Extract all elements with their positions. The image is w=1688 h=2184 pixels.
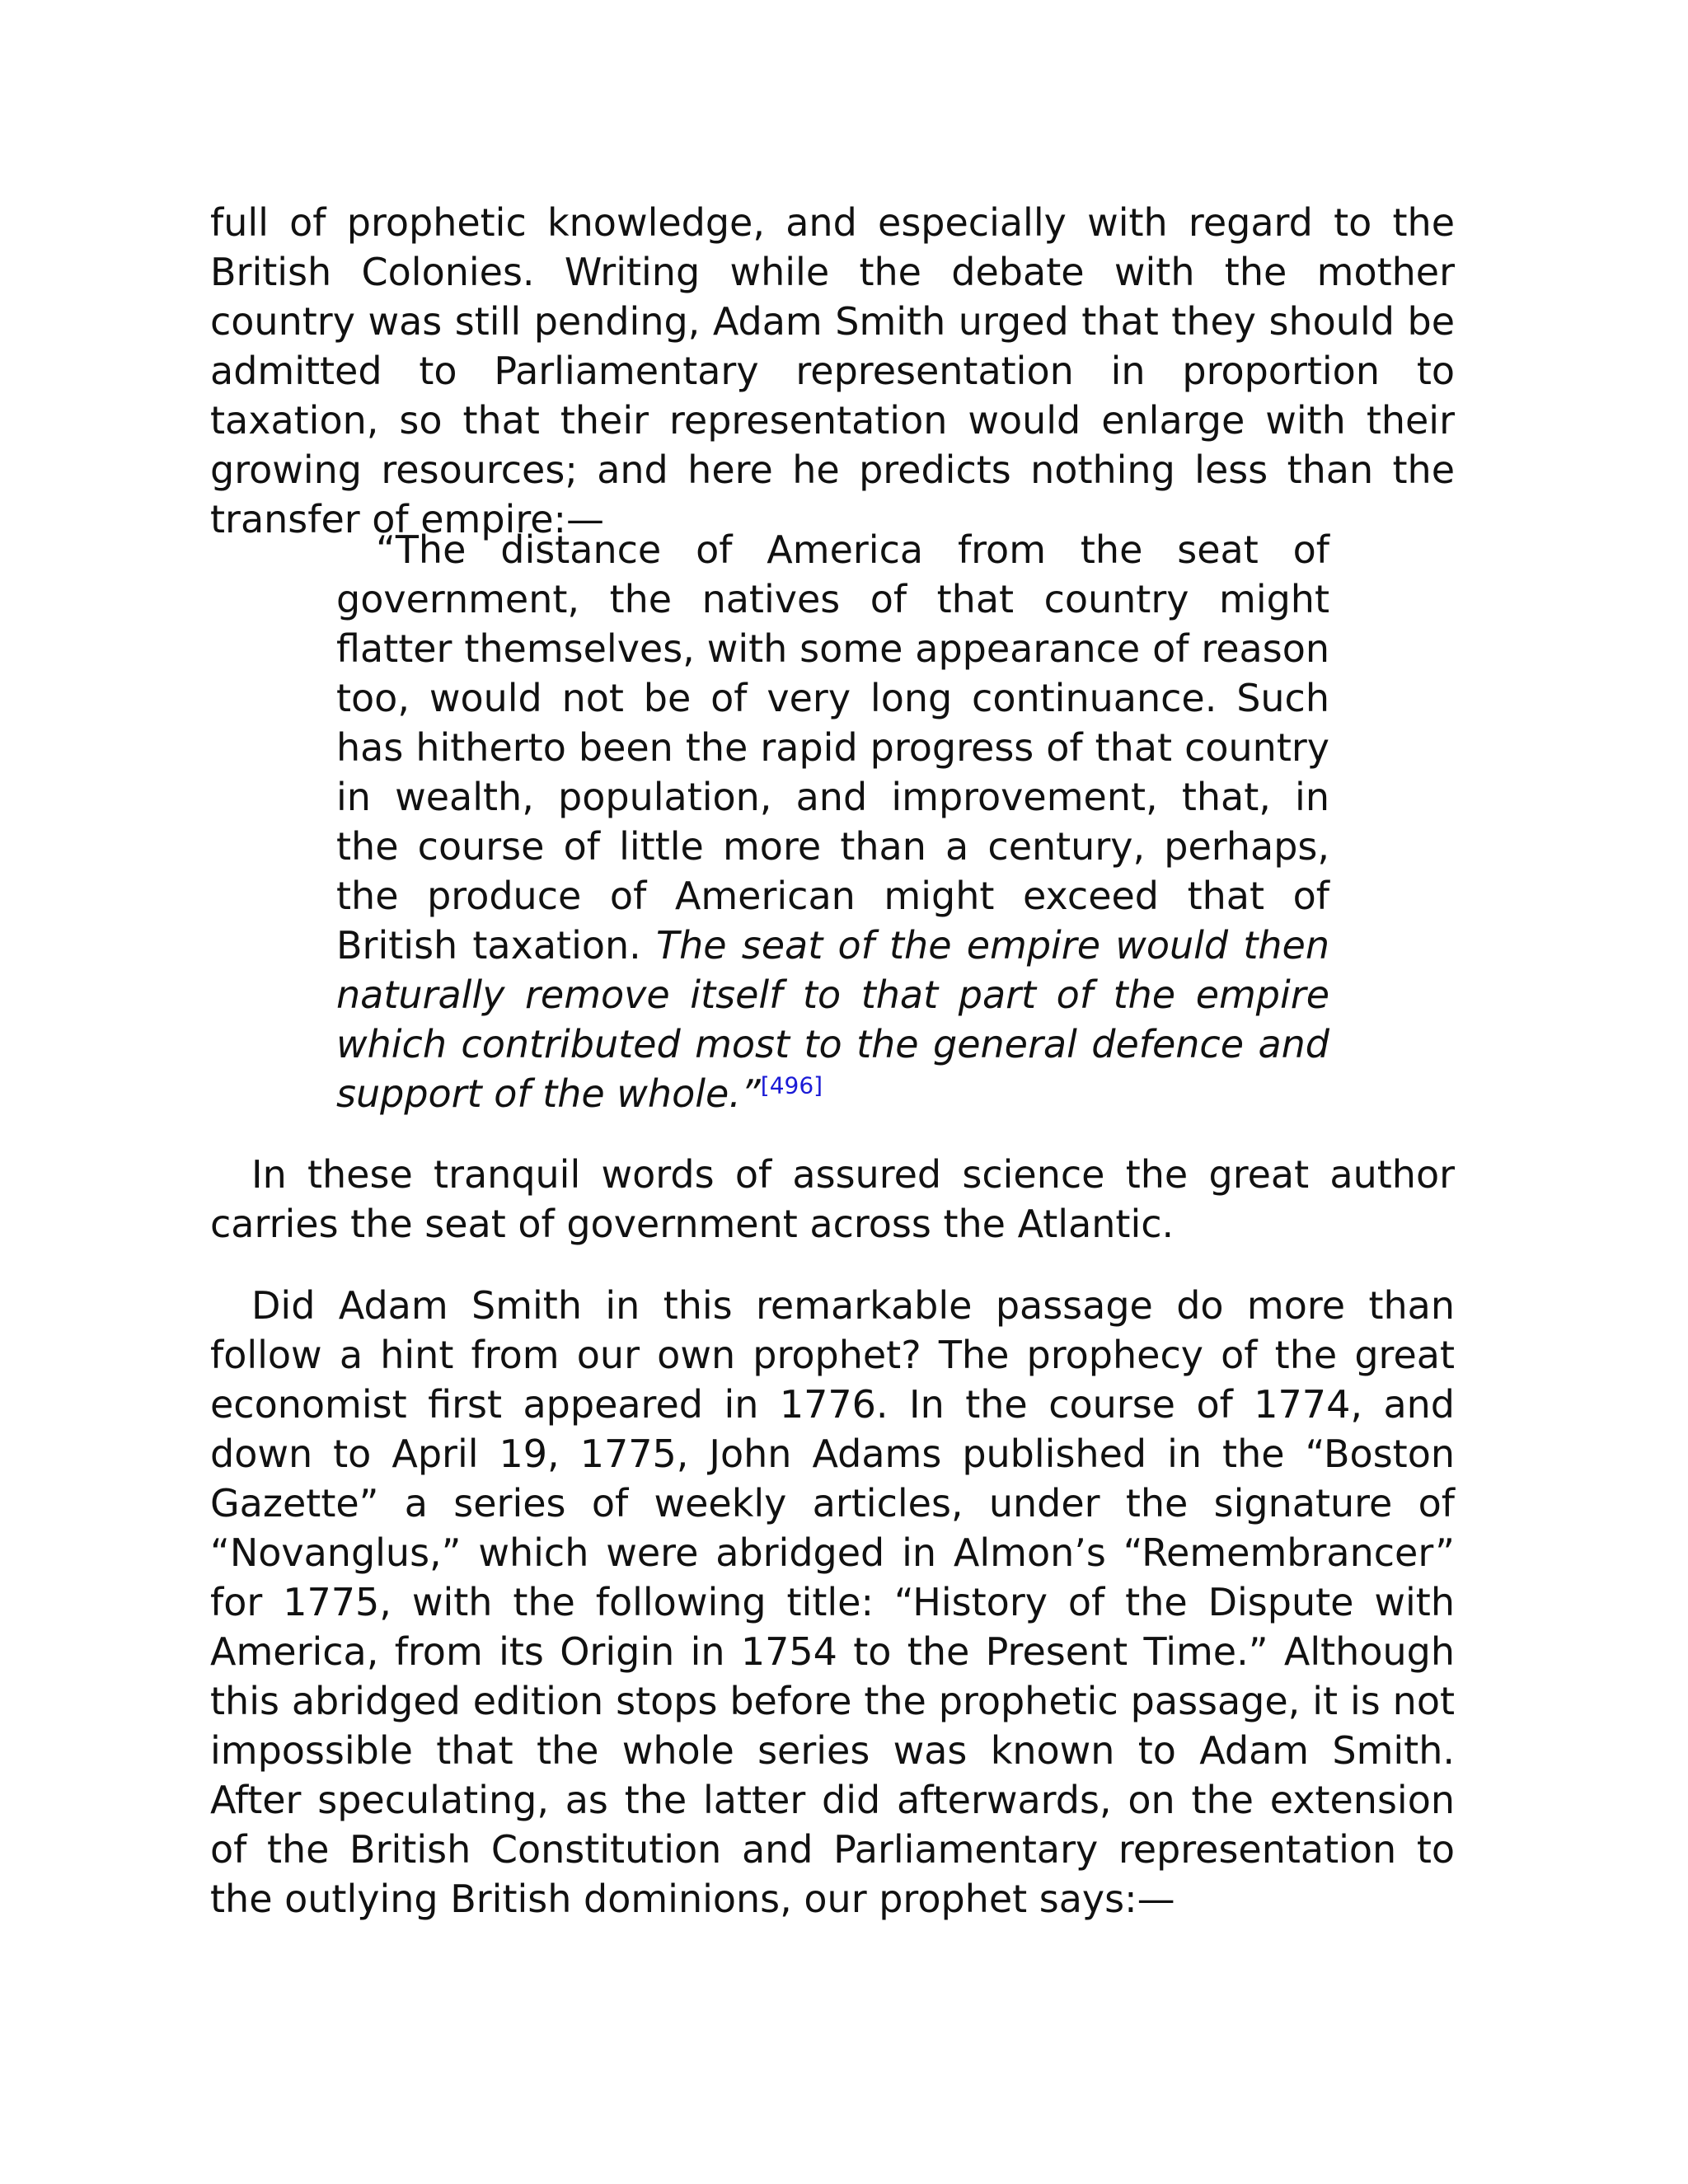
paragraph-intro: full of prophetic knowledge, and especially with regard to the British Colonies. Writing while the debate with the mother country was still pending, Adam Smith urged that they should be admitted to Parliamentary representation in proportion to taxation, so that their representation would enlarge with their growing resources; and here he predicts nothing less than the transfer of empire:— (210, 200, 1455, 541)
footnote-link[interactable]: [496] (760, 1071, 823, 1099)
paragraph-commentary: In these tranquil words of assured science the great author carries the seat of government across the Atlantic. (210, 1152, 1455, 1246)
quote-text: “The distance of America from the seat of government, the natives of that country might flatter themselves, with some appearance of reason too, would not be of very long continuance. Such has hitherto been the rapid progress of that country in wealth, population, and improvement, that, in the course of little more than a century, perhaps, the produce of American might exceed that of British taxation. (336, 527, 1329, 968)
paragraph-adams: Did Adam Smith in this remarkable passage do more than follow a hint from our own prophet? The prophecy of the great economist first appeared in 1776. In the course of 1774, and down to April 19, 1775, John Adams published in the “Boston Gazette” a series of weekly articles, under the signature of “Novanglus,” which were abridged in Almon’s “Remembrancer” for 1775, with the following title: “History of the Dispute with America, from its Origin in 1754 to the Present Time.” Although this abridged edition stops before the prophetic passage, it is not impossible that the whole series was known to Adam Smith. After speculating, as the latter did afterwards, on the extension of the British Constitution and Parliamentary representation to the outlying British dominions, our prophet says:— (210, 1283, 1455, 1921)
block-quote (336, 525, 1329, 1118)
quote-italic-text: The seat of the empire would then naturally remove itself to that part of the empire which contributed most to the general defence and support of the whole.” (336, 923, 1329, 1116)
